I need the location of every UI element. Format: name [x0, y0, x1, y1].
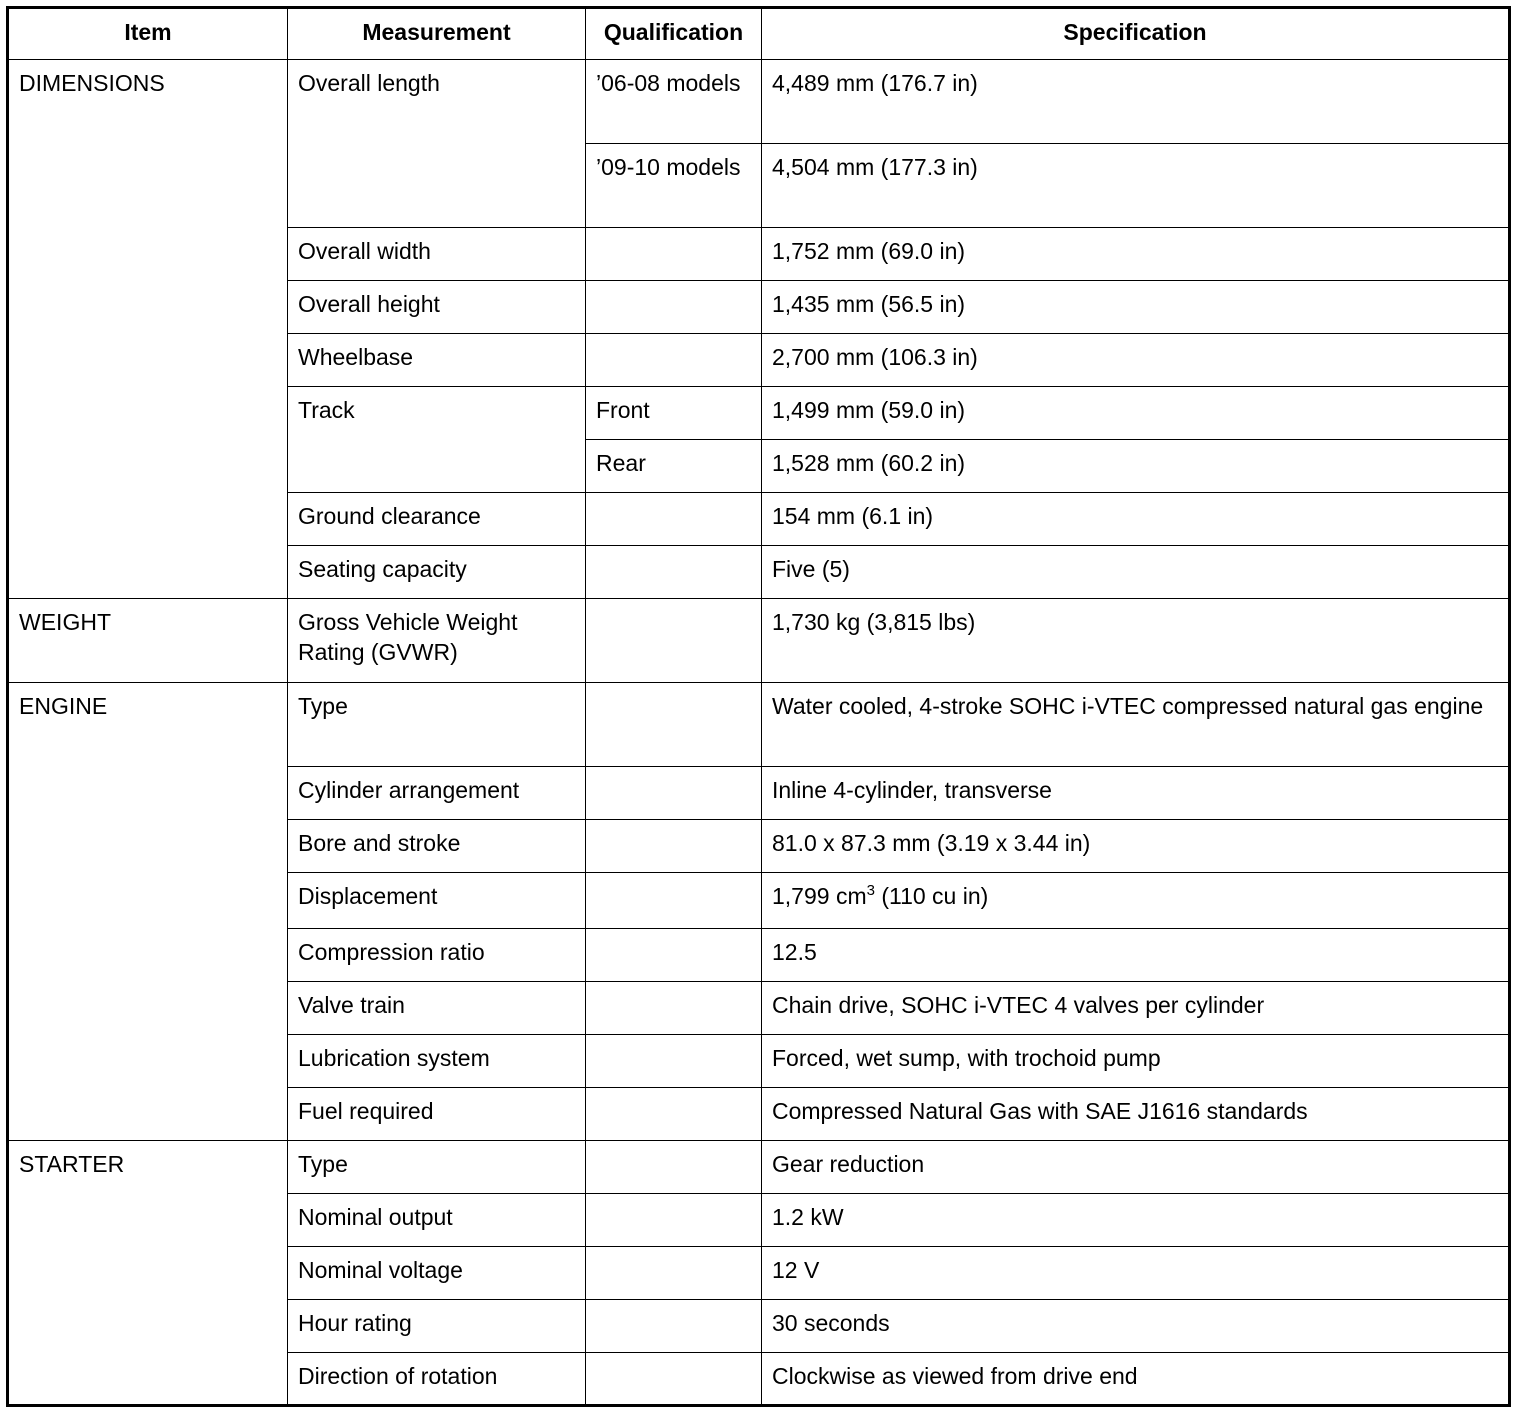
table-row — [8, 599, 1510, 683]
qualification-cell — [586, 982, 762, 1035]
qualification-cell: Front — [586, 387, 762, 440]
measurement-cell: Fuel required — [288, 1088, 586, 1141]
specification-cell: 1,730 kg (3,815 lbs) — [762, 599, 1510, 683]
header-measurement: Measurement — [288, 8, 586, 60]
header-specification: Specification — [762, 8, 1510, 60]
qualification-cell — [586, 334, 762, 387]
measurement-cell: Overall length — [288, 60, 586, 228]
measurement-cell: Track — [288, 387, 586, 493]
measurement-cell: Gross Vehicle Weight Rating (GVWR) — [288, 599, 586, 683]
qualification-cell — [586, 1247, 762, 1300]
qualification-cell — [586, 1353, 762, 1406]
specification-cell: 12.5 — [762, 929, 1510, 982]
item-cell-engine: ENGINE — [8, 683, 288, 1141]
measurement-cell: Seating capacity — [288, 546, 586, 599]
measurement-cell: Bore and stroke — [288, 820, 586, 873]
qualification-cell — [586, 873, 762, 929]
measurement-cell: Type — [288, 683, 586, 767]
header-item: Item — [8, 8, 288, 60]
measurement-cell: Hour rating — [288, 1300, 586, 1353]
specification-cell: 81.0 x 87.3 mm (3.19 x 3.44 in) — [762, 820, 1510, 873]
qualification-cell — [586, 1035, 762, 1088]
qualification-cell — [586, 281, 762, 334]
specification-cell: Water cooled, 4-stroke SOHC i-VTEC compressed natural gas engine — [762, 683, 1510, 767]
qualification-cell — [586, 683, 762, 767]
specification-cell: 1,752 mm (69.0 in) — [762, 228, 1510, 281]
measurement-cell: Nominal voltage — [288, 1247, 586, 1300]
table-row — [8, 60, 1510, 144]
qualification-cell — [586, 1194, 762, 1247]
header-qualification: Qualification — [586, 8, 762, 60]
specification-cell: Compressed Natural Gas with SAE J1616 standards — [762, 1088, 1510, 1141]
specification-cell: Clockwise as viewed from drive end — [762, 1353, 1510, 1406]
qualification-cell — [586, 228, 762, 281]
qualification-cell — [586, 599, 762, 683]
specification-cell: 1,499 mm (59.0 in) — [762, 387, 1510, 440]
qualification-cell — [586, 1141, 762, 1194]
specification-cell: 12 V — [762, 1247, 1510, 1300]
specification-cell: 4,489 mm (176.7 in) — [762, 60, 1510, 144]
displacement-imperial: (110 cu in) — [874, 883, 989, 909]
measurement-cell: Type — [288, 1141, 586, 1194]
qualification-cell: Rear — [586, 440, 762, 493]
header-row — [8, 8, 1510, 60]
specification-cell: 1,528 mm (60.2 in) — [762, 440, 1510, 493]
specifications-table — [6, 6, 1511, 1407]
specification-cell: 2,700 mm (106.3 in) — [762, 334, 1510, 387]
qualification-cell — [586, 929, 762, 982]
measurement-cell: Ground clearance — [288, 493, 586, 546]
measurement-cell: Valve train — [288, 982, 586, 1035]
specification-cell — [762, 873, 1510, 929]
specification-cell: Chain drive, SOHC i-VTEC 4 valves per cylinder — [762, 982, 1510, 1035]
specification-cell: 4,504 mm (177.3 in) — [762, 144, 1510, 228]
item-cell-starter: STARTER — [8, 1141, 288, 1406]
qualification-cell — [586, 767, 762, 820]
measurement-cell: Nominal output — [288, 1194, 586, 1247]
qualification-cell — [586, 820, 762, 873]
specification-cell: 154 mm (6.1 in) — [762, 493, 1510, 546]
item-cell-weight: WEIGHT — [8, 599, 288, 683]
table-row — [8, 683, 1510, 767]
specification-cell: Forced, wet sump, with trochoid pump — [762, 1035, 1510, 1088]
qualification-cell: ’09-10 models — [586, 144, 762, 228]
specification-cell: Five (5) — [762, 546, 1510, 599]
specification-cell: 30 seconds — [762, 1300, 1510, 1353]
measurement-cell: Cylinder arrangement — [288, 767, 586, 820]
qualification-cell — [586, 546, 762, 599]
specification-cell: 1,435 mm (56.5 in) — [762, 281, 1510, 334]
qualification-cell: ’06-08 models — [586, 60, 762, 144]
qualification-cell — [586, 1300, 762, 1353]
displacement-value: 1,799 cm — [772, 883, 867, 909]
measurement-cell: Direction of rotation — [288, 1353, 586, 1406]
measurement-cell: Overall width — [288, 228, 586, 281]
measurement-cell: Displacement — [288, 873, 586, 929]
specification-cell: 1.2 kW — [762, 1194, 1510, 1247]
measurement-cell: Lubrication system — [288, 1035, 586, 1088]
qualification-cell — [586, 493, 762, 546]
item-cell-dimensions: DIMENSIONS — [8, 60, 288, 599]
specification-cell: Gear reduction — [762, 1141, 1510, 1194]
measurement-cell: Overall height — [288, 281, 586, 334]
specification-cell: Inline 4-cylinder, transverse — [762, 767, 1510, 820]
measurement-cell: Wheelbase — [288, 334, 586, 387]
measurement-cell: Compression ratio — [288, 929, 586, 982]
displacement-unit-exponent: 3 — [866, 882, 875, 899]
table-row — [8, 1141, 1510, 1194]
qualification-cell — [586, 1088, 762, 1141]
